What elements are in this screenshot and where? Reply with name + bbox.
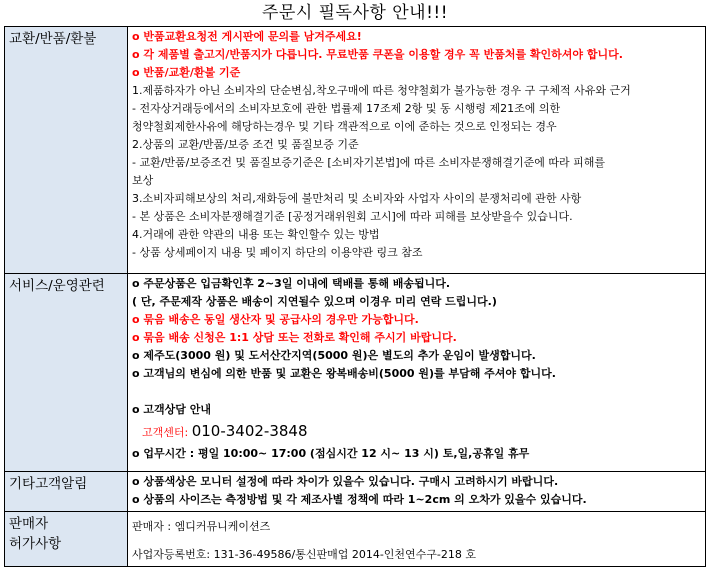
service-line: o 고객님의 변심에 의한 반품 및 교환은 왕복배송비(5000 원)를 부담해 주셔야 합니다. [132,367,556,380]
blank-line [132,383,701,401]
service-row [5,274,706,472]
seller-header-line1: 판매자 [9,516,49,532]
exchange-line: 보상 [132,174,154,187]
seller-name: 판매자 : 엠디커뮤니케이션즈 [132,520,271,533]
other-header: 기타고객알림 [5,472,128,512]
exchange-line: - 상품 상세페이지 내용 및 페이지 하단의 이용약관 링크 참조 [132,246,423,259]
other-row [5,472,706,512]
other-body [128,472,706,512]
service-line: o 묶음 배송 신청은 1:1 상담 또는 전화로 확인해 주시기 바랍니다. [132,331,457,344]
exchange-line: - 본 상품은 소비자분쟁해결기준 [공정거래위원회 고시]에 따라 피해를 보상받을수 있습니다. [132,210,573,223]
exchange-row [5,27,706,274]
service-header: 서비스/운영관련 [5,274,128,472]
exchange-line: o 반품/교환/환불 기준 [132,66,241,79]
exchange-line: o 반품교환요청전 게시판에 문의를 남겨주세요! [132,30,362,43]
service-line: o 묶음 배송은 동일 생산자 및 공급사의 경우만 가능합니다. [132,313,419,326]
phone-number: 010-3402-3848 [191,422,308,440]
seller-header-line2: 허가사항 [9,536,62,552]
service-body [128,274,706,472]
seller-row [5,512,706,567]
seller-body [128,512,706,567]
exchange-line: 1.제품하자가 아닌 소비자의 단순변심,착오구매에 따른 청약철회가 불가능한 경우 구 구체적 사유와 근거 [132,84,631,97]
service-line: o 고객상담 안내 [132,403,211,416]
exchange-line: 3.소비자피해보상의 처리,재화등에 불만처리 및 소비자와 사업자 사이의 분쟁처리에 관한 사항 [132,192,582,205]
service-line: o 주문상품은 입금확인후 2~3일 이내에 택배를 통해 배송됩니다. [132,277,451,290]
exchange-line: - 교환/반품/보증조건 및 품질보증기준은 [소비자기본법]에 따른 소비자분쟁해결기준에 따라 피해를 [132,156,605,169]
customer-center-label: 고객센터: [142,426,189,439]
exchange-body [128,27,706,274]
other-line: o 상품색상은 모니터 설정에 따라 차이가 있을수 있습니다. 구매시 고려하시기 바랍니다. [132,475,559,488]
seller-header [5,512,128,567]
service-line: ( 단, 주문제작 상품은 배송이 지연될수 있으며 이경우 미리 연락 드립니다.) [132,295,497,308]
exchange-line: 2.상품의 교환/반품/보증 조건 및 품질보증 기준 [132,138,359,151]
service-line: o 제주도(3000 원) 및 도서산간지역(5000 원)은 별도의 추가 운임이 발생합니다. [132,349,536,362]
other-line: o 상품의 사이즈는 측정방법 및 각 제조사별 정책에 따라 1~2cm 의 오차가 있을수 있습니다. [132,493,587,506]
page-title: 주문시 필독사항 안내!!! [261,3,449,23]
customer-center-line [132,419,701,445]
exchange-line: - 전자상거래등에서의 소비자보호에 관한 법률제 17조제 2항 및 동 시행령 제21조에 의한 [132,102,561,115]
exchange-line: 4.거래에 관한 약관의 내용 또는 확인할수 있는 방법 [132,228,380,241]
exchange-header: 교환/반품/환불 [5,27,128,274]
business-hours: o 업무시간 : 평일 10:00~ 17:00 (점심시간 12 시~ 13 시) 토,일,공휴일 휴무 [132,447,530,460]
exchange-line: 청약철회제한사유에 해당하는경우 및 기타 객관적으로 이에 준하는 것으로 인정되는 경우 [132,120,557,133]
exchange-line: o 각 제품별 출고지/반품지가 다릅니다. 무료반품 쿠폰을 이용할 경우 꼭 반품처를 확인하셔야 합니다. [132,48,623,61]
notice-table [4,26,706,567]
seller-registration: 사업자등록번호: 131-36-49586/통신판매업 2014-인천연수구-218 호 [132,548,477,561]
